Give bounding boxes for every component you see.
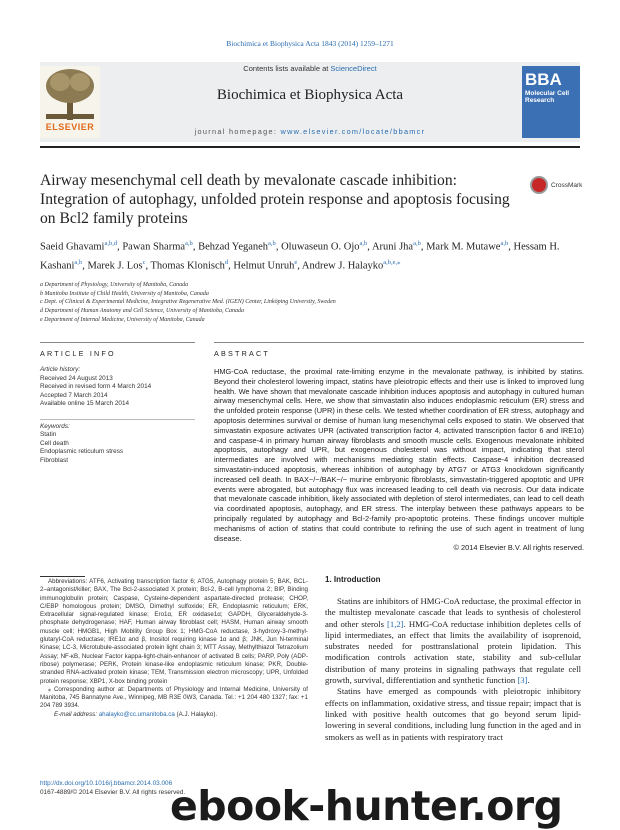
history-item: Received 24 August 2013 (40, 374, 113, 382)
author-affiliation-marker[interactable]: a,b (413, 240, 421, 247)
author-affiliation-marker[interactable]: a,b (74, 258, 83, 266)
sciencedirect-link[interactable]: ScienceDirect (330, 64, 377, 73)
footnotes (40, 578, 308, 719)
abstract-divider (214, 342, 584, 343)
contents-available (100, 64, 520, 73)
author-affiliation-marker[interactable]: e (294, 258, 298, 266)
abstract-body (214, 367, 584, 553)
article-title: Airway mesenchymal cell death by mevalonate cascade inhibition: Integration of autophagy, unfolded protein response and apoptosis focusing on Bcl2 family proteins (40, 172, 510, 227)
email-suffix: (A.J. Halayko). (174, 710, 218, 718)
affiliation-item: b Manitoba Institute of Child Health, University of Manitoba, Canada (40, 290, 209, 297)
author-name: Mark M. Mutawe (426, 241, 501, 253)
intro-text-segment: . (527, 675, 530, 686)
keyword-list (40, 431, 195, 465)
introduction-heading: 1. Introduction (325, 575, 381, 584)
author-name: Helmut Unruh (233, 260, 295, 271)
email-label: E-mail address: (54, 710, 99, 718)
elsevier-wordmark: ELSEVIER (45, 122, 95, 132)
history-list (40, 375, 195, 409)
author-affiliation-marker[interactable]: a,b (185, 240, 193, 247)
keyword-item: Fibroblast (40, 456, 69, 464)
author-affiliation-marker[interactable]: c (142, 258, 146, 266)
corresponding-author-footnote: ⁎ Corresponding author at: Departments of Physiology and Internal Medicine, University of Manitoba, 745 Bannatyne Ave., Winnipeg, MB R3E 0W3, Canada. Tel.: +1 204 480 1327; fax: +1 204 789 3934. (40, 685, 308, 710)
intro-text-segment: . HMG-CoA reductase inhibition depletes cells of lipid intermediates, an effect that limits the availability of isoprenoid, substrates needed for posttranslational protein lipidation. This modification controls activation state, stability and sub-cellular distribution of many proteins in signaling pathways that regulate cell growth, survival, differentiation and synthetic function (325, 618, 582, 686)
watermark-text: ebook-hunter.org (170, 782, 563, 830)
abstract-heading: ABSTRACT (214, 349, 270, 358)
issn-line: 0167-4889/© 2014 Elsevier B.V. All rights reserved. (40, 789, 186, 796)
keywords-label: Keywords: (40, 422, 70, 430)
author-name: Pawan Sharma (122, 241, 186, 253)
author-affiliation-marker[interactable]: a,b (500, 240, 509, 247)
email-link[interactable]: ahalayko@cc.umanitoba.ca (98, 710, 175, 718)
author-name: Behzad Yeganeh (198, 241, 269, 253)
history-item: Accepted 7 March 2014 (40, 391, 108, 399)
author-affiliation-marker[interactable]: a,b (268, 240, 276, 247)
journal-homepage (100, 127, 520, 136)
author-name: Andrew J. Halayko (301, 260, 384, 271)
author-name: Saeid Ghavami (40, 241, 105, 253)
author-name: Oluwaseun O. Ojo (281, 241, 360, 253)
homepage-prefix: journal homepage: (194, 127, 281, 136)
cover-title: BBA (525, 70, 562, 89)
author-name: Aruni Jha (371, 241, 414, 253)
intro-text-segment: Statins are inhibitors of HMG-CoA reductase, the proximal effector in the multistep mevalonate cascade that leads to synthesis of cholesterol and other sterols (325, 596, 581, 629)
homepage-link[interactable]: www.elsevier.com/locate/bbamcr (280, 127, 426, 136)
affiliation-item: e Department of Internal Medicine, University of Manitoba, Canada (40, 316, 205, 323)
author-affiliation-marker[interactable]: a,b (359, 240, 368, 247)
doi-link[interactable]: http://dx.doi.org/10.1016/j.bbamcr.2014.03.006 (40, 780, 173, 787)
article-info-divider (40, 342, 195, 343)
introduction-paragraph-2: Statins have emerged as compounds with pleiotropic inhibitory effects on inflammation, oxidative stress, and tissue repair; impact that is linked with positive health outcomes that go beyond serum lipid-lowering in several conditions, including lung function in the aged and in smokers as well as in patients with respiratory tract (325, 686, 581, 742)
keyword-item: Endoplasmic reticulum stress (40, 448, 124, 455)
journal-title: Biochimica et Biophysica Acta (216, 87, 404, 103)
abstract-paragraph: HMG-CoA reductase, the proximal rate-limiting enzyme in the mevalonate pathway, is inhibited by statins. Beyond their cholesterol lowering impact, statins have pleiotropic effects and their use is linked to improved lung health. We have shown that mevalonate cascade inhibition induces apoptosis and autophagy in cultured human airway mesenchymal cells. Here, we show that simvastatin also induces endoplasmic reticulum (ER) stress and the unfolded protein response (UPR) in these cells. We tested whether coordination of ER stress, autophagy and apoptosis determines survival or demise of human lung mesenchymal cells exposed to statin. We observed that simvastatin exposure activates UPR (activated transcription factor 4, activated transcription factor 6 and IRE1α) and caspase-4 in primary human airway fibroblasts and smooth muscle cells. Exogenous mevalonate inhibited apoptosis, autophagy and UPR, but exogenous cholesterol was without impact, indicating that sterol intermediates are involved with mechanisms mediating statin effects. Caspase-4 inhibition decreased simvastatin-induced apoptosis, whereas inhibition of autophagy by ATG7 or ATG3 knockdown significantly increased cell death. In BAX−/−/BAK−/− murine embryonic fibroblasts, simvastatin-triggered apoptotic and UPR events were abrogated, but autophagy flux was increased leading to cell death via necrosis. Our data indicate that mevalonate cascade inhibition, likely associated with depletion of sterol intermediates, can lead to cell death via coordinated apoptosis, autophagy, and ER stress. The interplay between these pathways appears to be principally regulated by autophagy and Bcl-2-family pro-apoptotic proteins. These findings uncover multiple mechanisms of action of statins that could contribute to refining the use of such agent in treatment of lung disease. (214, 367, 584, 543)
header-divider (40, 146, 580, 148)
introduction-paragraph-1 (325, 596, 581, 686)
history-item: Available online 15 March 2014 (40, 400, 130, 407)
author-name: Marek J. Los (87, 260, 143, 271)
article-info-heading: ARTICLE INFO (40, 349, 116, 358)
author-affiliation-marker[interactable]: a,b,e,⁎ (383, 258, 401, 266)
introduction-body (325, 596, 581, 743)
running-header[interactable]: Biochimica et Biophysica Acta 1843 (2014) 1259–1271 (226, 39, 394, 48)
author-affiliation-marker[interactable]: d (224, 258, 229, 266)
author-list: Saeid Ghavami$^{a,b,d}$, Pawan Sharma$^{a,b}$, Behzad Yeganeh$^{a,b}$, Oluwaseun O. Ojo$^{a,b}$, Aruni Jha$^{a,b}$, Mark M. Mutawe$^{a,b}$, Hessam H. Kashani$^{a,b}$, Marek J. Los$^c$, Thomas Klonisch$^d$, Helmut Unruh$^e$, Andrew J. Halayko$^{a,b,e,⁎}$ (40, 240, 560, 271)
article-info (40, 366, 195, 465)
reference-link[interactable]: [3] (517, 675, 528, 686)
author-affiliation-marker[interactable]: a,b,d (104, 240, 118, 247)
history-label: Article history: (40, 366, 81, 373)
reference-link[interactable]: [1,2] (387, 618, 404, 629)
author-name: Thomas Klonisch (150, 260, 225, 271)
keywords-divider (40, 419, 195, 420)
abstract-copyright: © 2014 Elsevier B.V. All rights reserved. (453, 543, 584, 553)
affiliation-item: a Department of Physiology, University of Manitoba, Canada (40, 282, 189, 288)
footnote-divider (40, 576, 85, 577)
keyword-item: Cell death (40, 439, 69, 447)
crossmark-label[interactable]: CrossMark (551, 182, 583, 189)
contents-prefix: Contents lists available at (243, 64, 331, 73)
affiliation-item: c Dept. of Clinical & Experimental Medicine, Integrative Regenerative Med. (IGEN) Center, Linköping University, Sweden (40, 299, 336, 306)
cover-subtitle: Molecular Cell Research (525, 90, 570, 104)
author-name: Hessam H. Kashani (40, 241, 560, 271)
abbreviations-footnote: Abbreviations: ATF6, Activating transcription factor 6; ATG5, Autophagy protein 5; BAK, BCL-2–antagonist/killer; BAX, The Bcl-2-associated X protein; Bcl-2, B-cell lymphoma 2; BIP, Binding immunoglobulin protein; Caspase, Cysteine-dependent aspartate-directed protease; CHOP, C/EBP homologous protein; DMSO, Dimethyl sulfoxide; ER, Endoplasmic reticulum; ERK, Extracellular signal-regulated kinase; Ero1α, ER oxidase1α; GAPDH, Glyceraldehyde-3-phosphate dehydrogenase; HAF, Human airway fibroblast cell; HASM, Human airway smooth muscle cell; HMGB1, High Mobility Group Box 1; HMG-CoA reductase, 3-hydroxy-3-methyl-glutaryl-CoA reductase; IRE1α and β, Inositol requiring kinase 1α and β; JNK, Jun N-terminal Kinase; LC-3, Microtubule-associated protein light chain 3; MTT Assay, Methylthiazol Tetrazolium Assay; NF-κB, Nuclear Factor kappa-light-chain-enhancer of activated B cells; PARP, Poly (ADP-ribose) polymerase; PERK, Protein kinase-like endoplasmic reticulum kinase; PKR, Double-stranded RNA-activated protein kinase; TEM, Transmission electron microscopy; UPR, Unfolded protein response; XBP1, X-box binding protein (40, 578, 308, 685)
affiliation-item: d Department of Human Anatomy and Cell Science, University of Manitoba, Canada (40, 308, 245, 315)
affiliation-list (40, 281, 580, 325)
keyword-item: Statin (40, 431, 57, 438)
crossmark-icon[interactable] (530, 176, 548, 194)
history-item: Received in revised form 4 March 2014 (40, 383, 152, 390)
